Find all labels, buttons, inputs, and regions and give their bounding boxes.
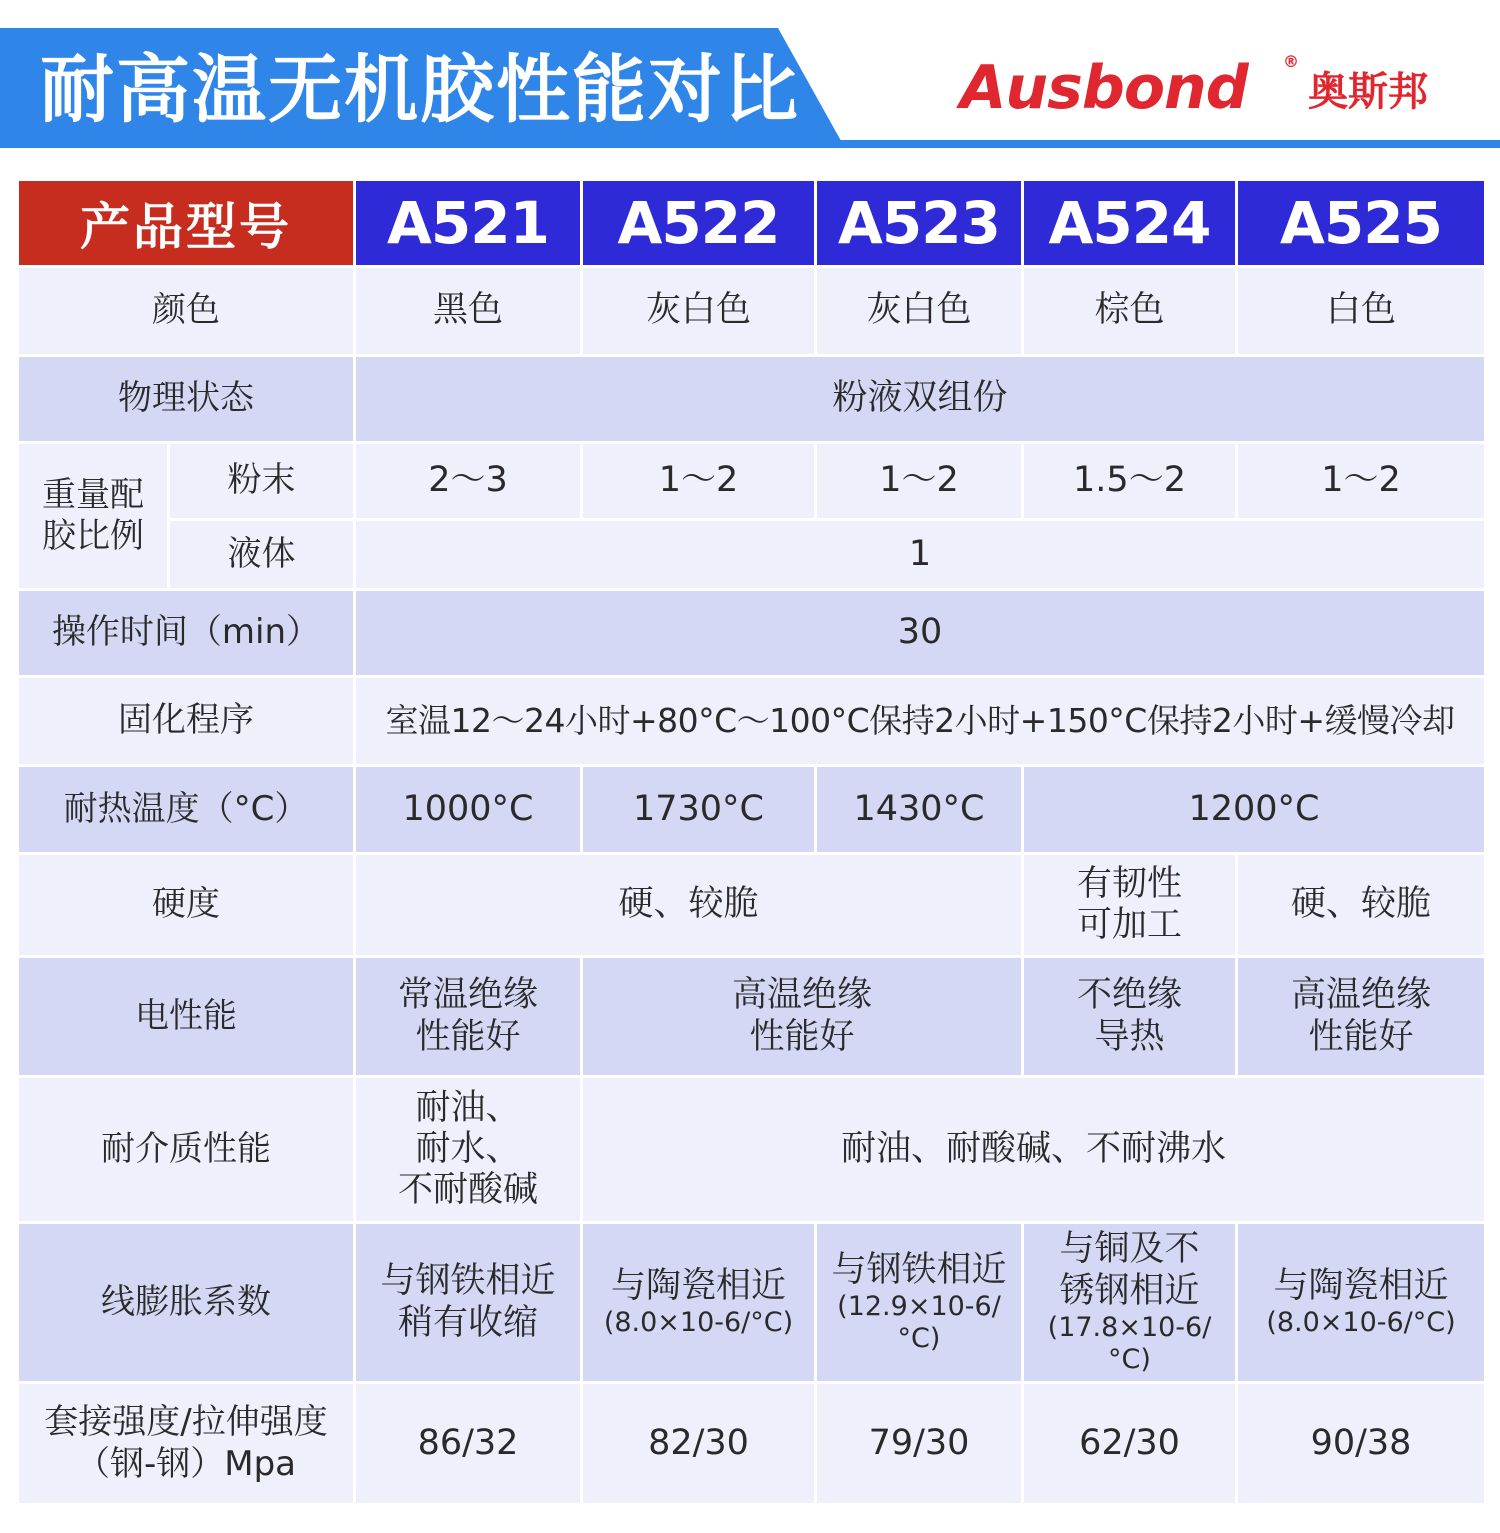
table-row-color <box>18 267 1486 356</box>
hardness-a524-line1: 有韧性 <box>1076 863 1182 904</box>
media-a521-line2: 耐水、 <box>415 1128 521 1169</box>
color-a523: 灰白色 <box>816 267 1023 356</box>
expansion-a525-line1: 与陶瓷相近 <box>1273 1265 1449 1306</box>
row-label-weight-ratio <box>18 443 169 590</box>
electrical-a522-a523-line1: 高温绝缘 <box>731 975 872 1016</box>
expansion-a521-line1: 与钢铁相近 <box>380 1261 556 1302</box>
heat-resistance-a524-a525: 1200°C <box>1023 766 1486 854</box>
color-a521: 黑色 <box>355 267 582 356</box>
row-label-curing: 固化程序 <box>18 677 355 766</box>
registered-mark: ® <box>1283 52 1299 71</box>
powder-ratio-a522: 1～2 <box>582 443 816 520</box>
spec-comparison-table <box>16 178 1487 1506</box>
model-header-a525: A525 <box>1237 180 1486 267</box>
strength-a521: 86/32 <box>355 1383 582 1505</box>
hardness-a524-line2: 可加工 <box>1076 905 1182 945</box>
expansion-a521 <box>355 1223 582 1383</box>
media-a521-line3: 不耐酸碱 <box>397 1170 538 1211</box>
table-row-heat-resistance <box>18 766 1486 854</box>
table-row-media-resistance <box>18 1077 1486 1223</box>
model-header-a521: A521 <box>355 180 582 267</box>
row-label-liquid: 液体 <box>169 520 355 590</box>
row-label-electrical: 电性能 <box>18 957 355 1077</box>
media-resistance-a522-a525: 耐油、耐酸碱、不耐沸水 <box>582 1077 1486 1223</box>
table-row-physical-state <box>18 356 1486 443</box>
weight-ratio-label-line1: 重量配 <box>42 474 144 515</box>
row-label-powder: 粉末 <box>169 443 355 520</box>
table-row-expansion <box>18 1223 1486 1383</box>
expansion-a523-line1: 与钢铁相近 <box>831 1249 1007 1290</box>
electrical-a524 <box>1023 957 1237 1077</box>
strength-a523: 79/30 <box>816 1383 1023 1505</box>
powder-ratio-a525: 1～2 <box>1237 443 1486 520</box>
heat-resistance-a522: 1730°C <box>582 766 816 854</box>
strength-label-line2: （钢-钢）Mpa <box>75 1443 297 1484</box>
strength-a525: 90/38 <box>1237 1383 1486 1505</box>
strength-a524: 62/30 <box>1023 1383 1237 1505</box>
row-label-operating-time: 操作时间（min） <box>18 590 355 677</box>
hardness-a525: 硬、较脆 <box>1237 854 1486 957</box>
physical-state-value: 粉液双组份 <box>355 356 1486 443</box>
expansion-a524-line2: 锈钢相近 <box>1059 1270 1200 1311</box>
row-label-color: 颜色 <box>18 267 355 356</box>
curing-procedure-value: 室温12～24小时+80°C～100°C保持2小时+150°C保持2小时+缓慢冷却 <box>355 677 1486 766</box>
table-row-hardness <box>18 854 1486 957</box>
heat-resistance-a523: 1430°C <box>816 766 1023 854</box>
expansion-a522 <box>582 1223 816 1383</box>
electrical-a521 <box>355 957 582 1077</box>
table-row-ratio-liquid <box>18 520 1486 590</box>
expansion-a523-line2: (12.9×10-6/°C) <box>837 1291 1001 1355</box>
expansion-a525 <box>1237 1223 1486 1383</box>
expansion-a524 <box>1023 1223 1237 1383</box>
color-a524: 棕色 <box>1023 267 1237 356</box>
electrical-a525 <box>1237 957 1486 1077</box>
media-a521-line1: 耐油、 <box>415 1087 521 1128</box>
electrical-a521-line2: 性能好 <box>415 1016 521 1057</box>
brand-name-cn: 奥斯邦 <box>1308 69 1428 115</box>
hardness-a524 <box>1023 854 1237 957</box>
expansion-a521-line2: 稍有收缩 <box>397 1302 538 1343</box>
page-header <box>0 0 1500 160</box>
weight-ratio-label-line2: 胶比例 <box>42 516 144 556</box>
electrical-a521-line1: 常温绝缘 <box>397 975 538 1016</box>
electrical-a522-a523 <box>582 957 1023 1077</box>
strength-label-line1: 套接强度/拉伸强度 <box>44 1402 328 1443</box>
operating-time-value: 30 <box>355 590 1486 677</box>
powder-ratio-a523: 1～2 <box>816 443 1023 520</box>
model-header-a524: A524 <box>1023 180 1237 267</box>
expansion-a524-line1: 与铜及不 <box>1059 1229 1200 1270</box>
color-a522: 灰白色 <box>582 267 816 356</box>
table-row-electrical <box>18 957 1486 1077</box>
model-header-a522: A522 <box>582 180 816 267</box>
electrical-a525-line1: 高温绝缘 <box>1290 975 1431 1016</box>
table-header-row <box>18 180 1486 267</box>
table-row-ratio-powder <box>18 443 1486 520</box>
brand-logo: Ausbond <box>960 53 1248 123</box>
media-resistance-a521 <box>355 1077 582 1223</box>
hardness-a521-a523: 硬、较脆 <box>355 854 1023 957</box>
expansion-a522-line2: (8.0×10-6/°C) <box>603 1307 794 1339</box>
electrical-a524-line2: 导热 <box>1094 1016 1165 1057</box>
powder-ratio-a521: 2～3 <box>355 443 582 520</box>
liquid-ratio-value: 1 <box>355 520 1486 590</box>
model-header-a523: A523 <box>816 180 1023 267</box>
row-label-heat-resistance: 耐热温度（°C） <box>18 766 355 854</box>
row-label-physical-state: 物理状态 <box>18 356 355 443</box>
expansion-a525-line2: (8.0×10-6/°C) <box>1266 1307 1456 1339</box>
electrical-a525-line2: 性能好 <box>1308 1016 1414 1057</box>
expansion-a524-line3: (17.8×10-6/°C) <box>1047 1311 1212 1375</box>
row-label-expansion: 线膨胀系数 <box>18 1223 355 1383</box>
color-a525: 白色 <box>1237 267 1486 356</box>
powder-ratio-a524: 1.5～2 <box>1023 443 1237 520</box>
table-row-operating-time <box>18 590 1486 677</box>
table-row-curing <box>18 677 1486 766</box>
electrical-a522-a523-line2: 性能好 <box>749 1016 855 1057</box>
electrical-a524-line1: 不绝缘 <box>1076 975 1182 1016</box>
expansion-a522-line1: 与陶瓷相近 <box>610 1265 786 1306</box>
table-row-strength <box>18 1383 1486 1505</box>
row-label-hardness: 硬度 <box>18 854 355 957</box>
page-title: 耐高温无机胶性能对比 <box>40 47 800 133</box>
product-model-header: 产品型号 <box>18 180 355 267</box>
row-label-media-resistance: 耐介质性能 <box>18 1077 355 1223</box>
row-label-strength <box>18 1383 355 1505</box>
strength-a522: 82/30 <box>582 1383 816 1505</box>
heat-resistance-a521: 1000°C <box>355 766 582 854</box>
expansion-a523 <box>816 1223 1023 1383</box>
